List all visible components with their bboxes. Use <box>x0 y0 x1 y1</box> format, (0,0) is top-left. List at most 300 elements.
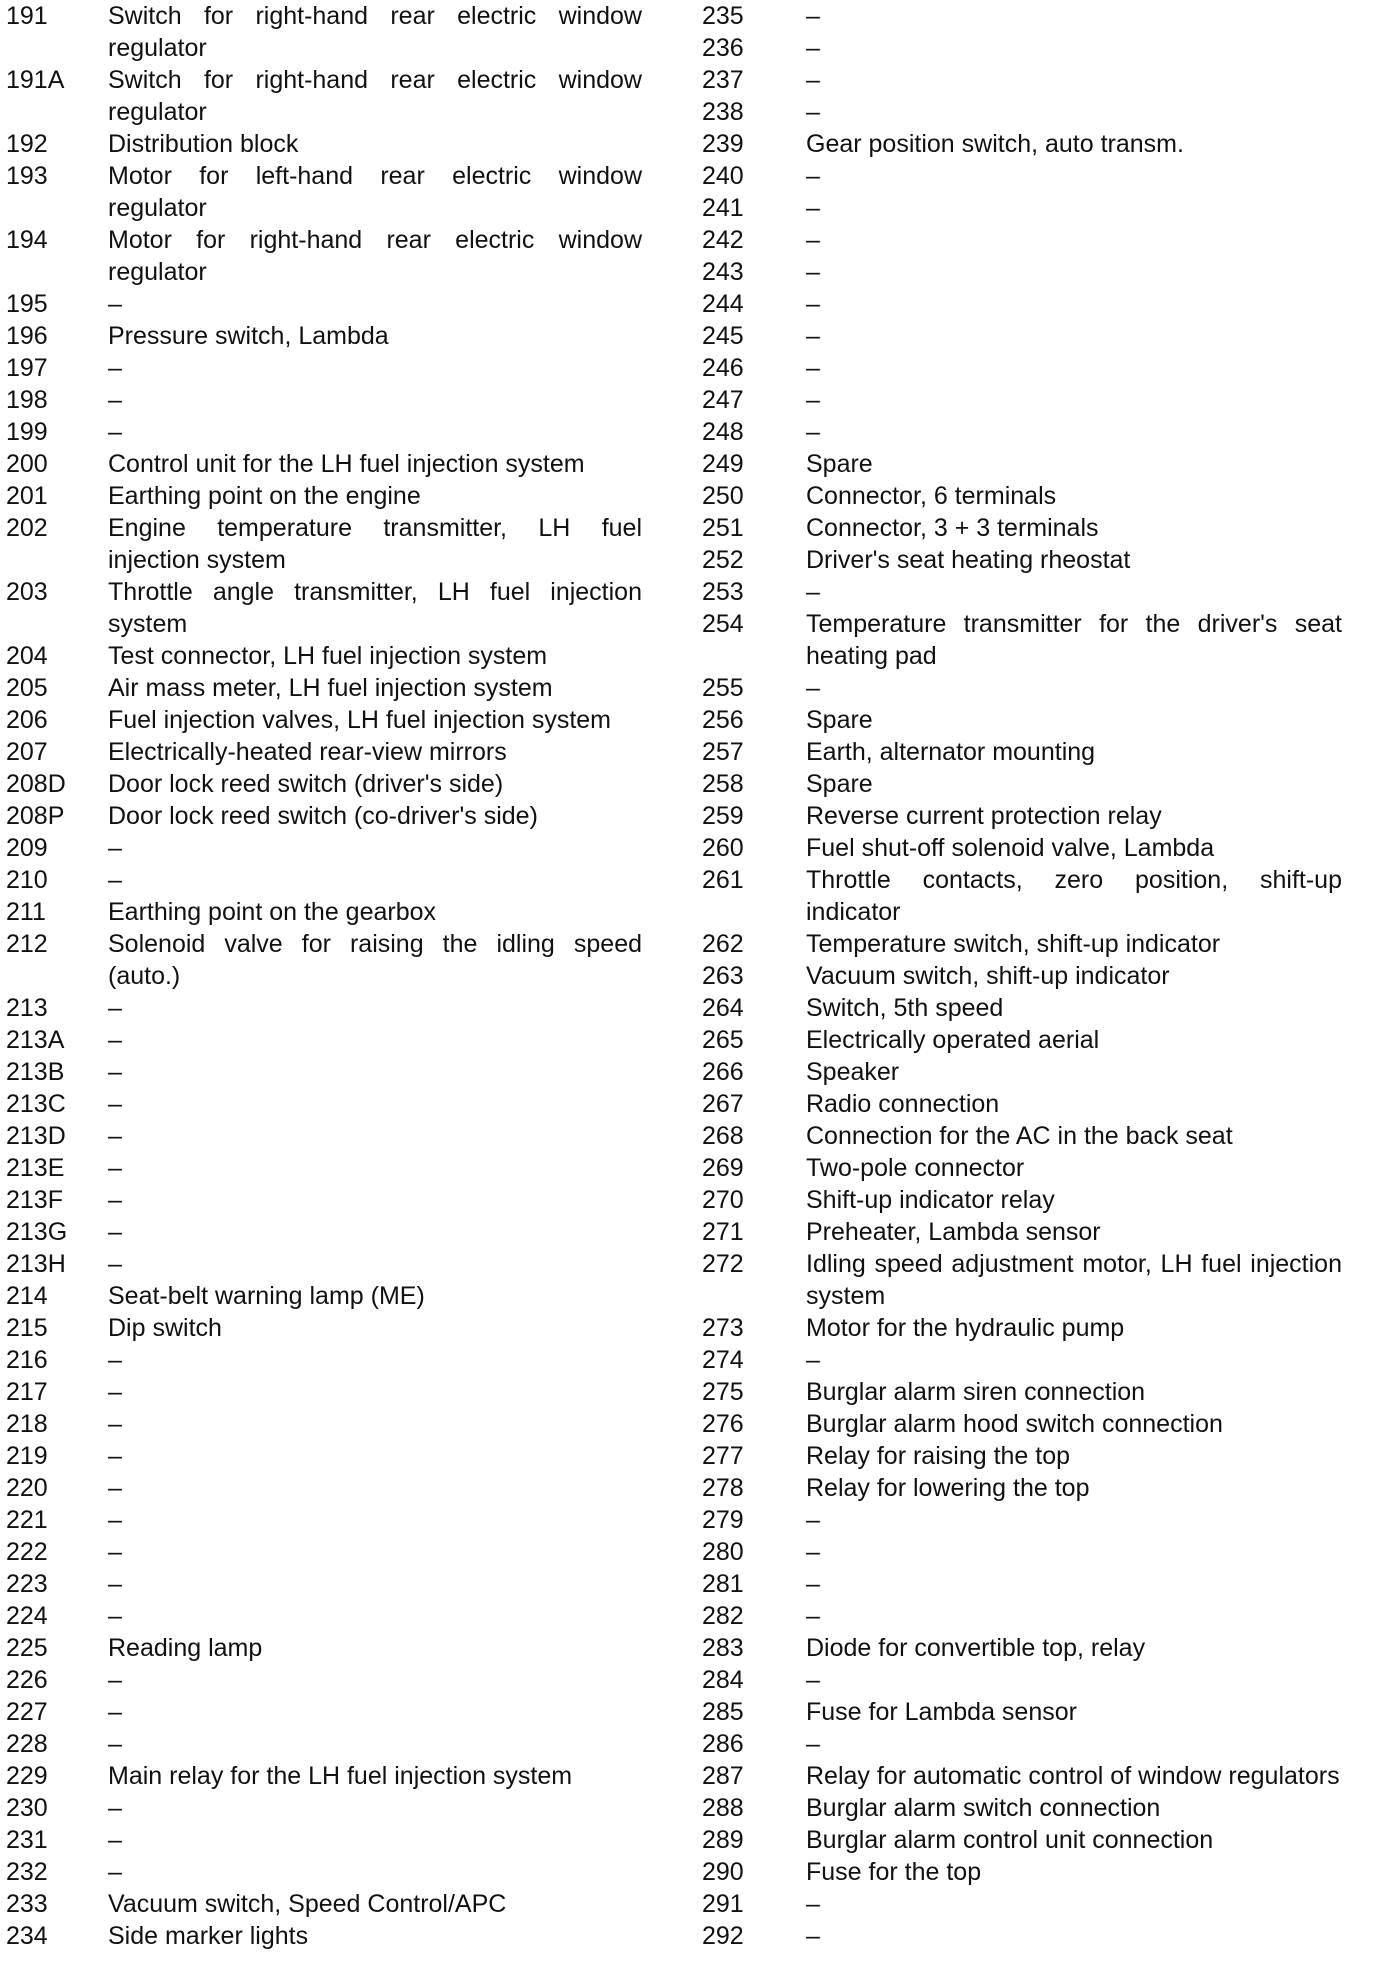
component-description: – <box>108 834 122 862</box>
component-number: 196 <box>6 322 48 350</box>
component-description: – <box>108 1570 122 1598</box>
component-number: 226 <box>6 1666 48 1694</box>
component-entry <box>6 0 642 64</box>
component-entry <box>702 832 1342 864</box>
left-column <box>6 0 642 1952</box>
component-entry <box>6 1696 642 1728</box>
component-number: 282 <box>702 1602 744 1630</box>
component-number: 260 <box>702 834 744 862</box>
component-description: Burglar alarm hood switch connection <box>806 1410 1223 1438</box>
component-number: 249 <box>702 450 744 478</box>
component-description: Idling speed adjustment motor, LH fuel injection system <box>806 1250 1342 1310</box>
component-number: 264 <box>702 994 744 1022</box>
component-entry <box>6 416 642 448</box>
component-entry <box>6 1344 642 1376</box>
component-description: Dip switch <box>108 1314 222 1342</box>
component-entry <box>6 1632 642 1664</box>
component-number: 209 <box>6 834 48 862</box>
component-number: 245 <box>702 322 744 350</box>
component-description: Preheater, Lambda sensor <box>806 1218 1101 1246</box>
component-number: 255 <box>702 674 744 702</box>
component-entry <box>6 480 642 512</box>
component-entry <box>6 1536 642 1568</box>
component-description: Solenoid valve for raising the idling speed (auto.) <box>108 930 642 990</box>
component-description: Earthing point on the gearbox <box>108 898 437 926</box>
component-entry <box>6 1504 642 1536</box>
component-entry <box>702 1184 1342 1216</box>
component-entry <box>6 864 642 896</box>
component-number: 253 <box>702 578 744 606</box>
component-number: 269 <box>702 1154 744 1182</box>
component-entry <box>702 32 1342 64</box>
component-number: 213G <box>6 1218 68 1246</box>
component-description: – <box>806 66 820 94</box>
component-entry <box>6 1920 642 1952</box>
component-number: 275 <box>702 1378 744 1406</box>
component-description: Burglar alarm switch connection <box>806 1794 1161 1822</box>
component-description: Vacuum switch, shift-up indicator <box>806 962 1170 990</box>
component-entry <box>6 1760 642 1792</box>
component-description: Main relay for the LH fuel injection system <box>108 1762 573 1790</box>
component-entry <box>6 928 642 992</box>
component-entry <box>702 1728 1342 1760</box>
component-number: 273 <box>702 1314 744 1342</box>
component-number: 267 <box>702 1090 744 1118</box>
component-description: Two-pole connector <box>806 1154 1025 1182</box>
component-description: – <box>806 1570 820 1598</box>
component-description: – <box>108 1858 122 1886</box>
component-description: – <box>806 1538 820 1566</box>
component-entry <box>702 864 1342 928</box>
component-number: 277 <box>702 1442 744 1470</box>
component-number: 262 <box>702 930 744 958</box>
component-entry <box>702 1088 1342 1120</box>
component-entry <box>6 1568 642 1600</box>
component-entry <box>702 1792 1342 1824</box>
component-entry <box>702 736 1342 768</box>
component-description: Spare <box>806 450 873 478</box>
component-entry <box>702 704 1342 736</box>
component-number: 266 <box>702 1058 744 1086</box>
component-description: – <box>108 1378 122 1406</box>
component-number: 210 <box>6 866 48 894</box>
component-entry <box>6 1088 642 1120</box>
component-entry <box>6 1376 642 1408</box>
component-description: Fuse for the top <box>806 1858 982 1886</box>
component-number: 274 <box>702 1346 744 1374</box>
component-number: 205 <box>6 674 48 702</box>
component-entry <box>6 800 642 832</box>
component-number: 204 <box>6 642 48 670</box>
component-description: Spare <box>806 706 873 734</box>
component-description: Vacuum switch, Speed Control/APC <box>108 1890 507 1918</box>
component-description: – <box>108 1442 122 1470</box>
component-entry <box>702 320 1342 352</box>
component-entry <box>702 1408 1342 1440</box>
component-number: 236 <box>702 34 744 62</box>
component-entry <box>702 1888 1342 1920</box>
component-description: Seat-belt warning lamp (ME) <box>108 1282 425 1310</box>
component-description: Reverse current protection relay <box>806 802 1162 830</box>
component-description: – <box>108 1506 122 1534</box>
component-entry <box>6 768 642 800</box>
component-entry <box>6 288 642 320</box>
component-entry <box>6 832 642 864</box>
component-description: – <box>806 162 820 190</box>
component-description: Relay for lowering the top <box>806 1474 1090 1502</box>
component-number: 265 <box>702 1026 744 1054</box>
component-number: 191 <box>6 2 48 30</box>
component-description: Burglar alarm control unit connection <box>806 1826 1214 1854</box>
component-description: – <box>108 866 122 894</box>
component-number: 284 <box>702 1666 744 1694</box>
component-entry <box>702 1504 1342 1536</box>
component-description: – <box>108 1026 122 1054</box>
component-number: 281 <box>702 1570 744 1598</box>
component-entry <box>6 1056 642 1088</box>
component-description: – <box>806 354 820 382</box>
component-number: 224 <box>6 1602 48 1630</box>
component-entry <box>702 1120 1342 1152</box>
component-entry <box>702 1664 1342 1696</box>
component-number: 270 <box>702 1186 744 1214</box>
component-description: – <box>806 1730 820 1758</box>
component-description: Earthing point on the engine <box>108 482 421 510</box>
component-entry <box>6 640 642 672</box>
component-description: – <box>108 1250 122 1278</box>
component-description: – <box>108 1538 122 1566</box>
component-number: 217 <box>6 1378 48 1406</box>
component-number: 192 <box>6 130 48 158</box>
component-description: Control unit for the LH fuel injection system <box>108 450 585 478</box>
component-entry <box>702 384 1342 416</box>
component-entry <box>6 1440 642 1472</box>
component-description: Relay for automatic control of window regulators <box>806 1762 1340 1790</box>
component-description: – <box>108 386 122 414</box>
component-entry <box>6 1472 642 1504</box>
component-description: Radio connection <box>806 1090 1000 1118</box>
component-number: 230 <box>6 1794 48 1822</box>
component-entry <box>702 96 1342 128</box>
component-number: 227 <box>6 1698 48 1726</box>
component-number: 261 <box>702 866 744 894</box>
component-description: – <box>806 290 820 318</box>
component-entry <box>702 512 1342 544</box>
component-entry <box>702 1376 1342 1408</box>
component-number: 203 <box>6 578 48 606</box>
component-number: 258 <box>702 770 744 798</box>
component-entry <box>702 64 1342 96</box>
component-entry <box>6 1664 642 1696</box>
component-number: 208D <box>6 770 66 798</box>
component-number: 276 <box>702 1410 744 1438</box>
component-description: Motor for the hydraulic pump <box>806 1314 1125 1342</box>
component-description: – <box>806 386 820 414</box>
component-entry <box>702 1536 1342 1568</box>
component-description: Speaker <box>806 1058 900 1086</box>
component-description: Switch for right-hand rear electric window regulator <box>108 66 642 126</box>
component-entry <box>702 1472 1342 1504</box>
component-entry <box>702 1824 1342 1856</box>
component-description: Switch for right-hand rear electric window regulator <box>108 2 642 62</box>
component-number: 247 <box>702 386 744 414</box>
component-description: Relay for raising the top <box>806 1442 1071 1470</box>
component-entry <box>6 1152 642 1184</box>
component-description: – <box>806 418 820 446</box>
component-number: 199 <box>6 418 48 446</box>
component-description: Switch, 5th speed <box>806 994 1004 1022</box>
component-entry <box>702 416 1342 448</box>
component-description: – <box>806 1346 820 1374</box>
component-entry <box>702 608 1342 672</box>
component-number: 263 <box>702 962 744 990</box>
component-description: – <box>108 1602 122 1630</box>
component-number: 291 <box>702 1890 744 1918</box>
component-number: 287 <box>702 1762 744 1790</box>
component-number: 292 <box>702 1922 744 1950</box>
component-entry <box>702 1440 1342 1472</box>
component-entry <box>702 288 1342 320</box>
component-entry <box>6 992 642 1024</box>
component-number: 235 <box>702 2 744 30</box>
component-entry <box>6 1824 642 1856</box>
component-description: – <box>806 98 820 126</box>
component-entry <box>702 1696 1342 1728</box>
component-number: 208P <box>6 802 65 830</box>
component-entry <box>702 1152 1342 1184</box>
component-number: 214 <box>6 1282 48 1310</box>
component-number: 219 <box>6 1442 48 1470</box>
component-entry <box>6 576 642 640</box>
component-entry <box>702 576 1342 608</box>
component-entry <box>702 1248 1342 1312</box>
component-number: 218 <box>6 1410 48 1438</box>
component-description: – <box>806 258 820 286</box>
component-number: 289 <box>702 1826 744 1854</box>
component-number: 252 <box>702 546 744 574</box>
component-description: – <box>108 1474 122 1502</box>
component-number: 197 <box>6 354 48 382</box>
component-description: – <box>806 674 820 702</box>
component-number: 243 <box>702 258 744 286</box>
component-number: 194 <box>6 226 48 254</box>
component-number: 232 <box>6 1858 48 1886</box>
component-entry <box>702 256 1342 288</box>
component-number: 213B <box>6 1058 65 1086</box>
component-entry <box>702 1568 1342 1600</box>
component-number: 215 <box>6 1314 48 1342</box>
component-description: – <box>108 1346 122 1374</box>
component-entry <box>702 1600 1342 1632</box>
component-number: 191A <box>6 66 65 94</box>
component-number: 201 <box>6 482 48 510</box>
right-column <box>702 0 1342 1952</box>
component-entry <box>6 1888 642 1920</box>
component-number: 225 <box>6 1634 48 1662</box>
component-number: 238 <box>702 98 744 126</box>
component-entry <box>6 1024 642 1056</box>
component-description: – <box>806 1666 820 1694</box>
component-entry <box>702 352 1342 384</box>
component-description: – <box>108 1794 122 1822</box>
component-description: Pressure switch, Lambda <box>108 322 389 350</box>
component-description: – <box>806 2 820 30</box>
component-number: 251 <box>702 514 744 542</box>
component-description: Fuse for Lambda sensor <box>806 1698 1077 1726</box>
component-description: – <box>806 194 820 222</box>
component-description: Connection for the AC in the back seat <box>806 1122 1233 1150</box>
component-entry <box>6 1728 642 1760</box>
component-number: 213 <box>6 994 48 1022</box>
component-description: Motor for left-hand rear electric window regulator <box>108 162 642 222</box>
component-description: Diode for convertible top, relay <box>806 1634 1146 1662</box>
component-number: 193 <box>6 162 48 190</box>
component-entry <box>702 1056 1342 1088</box>
component-description: Door lock reed switch (co-driver's side) <box>108 802 538 830</box>
component-entry <box>702 1344 1342 1376</box>
component-entry <box>702 224 1342 256</box>
component-number: 237 <box>702 66 744 94</box>
component-description: Door lock reed switch (driver's side) <box>108 770 504 798</box>
component-number: 213D <box>6 1122 66 1150</box>
component-entry <box>702 160 1342 192</box>
component-entry <box>6 1792 642 1824</box>
component-description: – <box>108 994 122 1022</box>
component-number: 256 <box>702 706 744 734</box>
component-description: – <box>806 578 820 606</box>
component-number: 244 <box>702 290 744 318</box>
component-number: 211 <box>6 898 46 926</box>
component-description: Burglar alarm siren connection <box>806 1378 1146 1406</box>
component-entry <box>702 192 1342 224</box>
component-entry <box>6 1312 642 1344</box>
component-description: Electrically operated aerial <box>806 1026 1100 1054</box>
component-entry <box>702 800 1342 832</box>
component-description: Temperature transmitter for the driver's seat heating pad <box>806 610 1342 670</box>
component-entry <box>6 1280 642 1312</box>
component-entry <box>6 64 642 128</box>
component-number: 271 <box>702 1218 744 1246</box>
component-description: Earth, alternator mounting <box>806 738 1096 766</box>
component-number: 213A <box>6 1026 65 1054</box>
component-entry <box>702 1024 1342 1056</box>
component-description: Gear position switch, auto transm. <box>806 130 1184 158</box>
component-entry <box>6 128 642 160</box>
component-entry <box>6 736 642 768</box>
component-entry <box>6 1120 642 1152</box>
component-description: Engine temperature transmitter, LH fuel injection system <box>108 514 642 574</box>
component-number: 234 <box>6 1922 48 1950</box>
component-description: – <box>806 34 820 62</box>
component-description: Connector, 6 terminals <box>806 482 1057 510</box>
component-description: Fuel injection valves, LH fuel injection system <box>108 706 612 734</box>
component-description: Throttle angle transmitter, LH fuel injection system <box>108 578 642 638</box>
component-entry <box>702 1760 1342 1792</box>
component-entry <box>702 1632 1342 1664</box>
component-description: – <box>806 226 820 254</box>
component-description: – <box>806 1506 820 1534</box>
component-entry <box>6 160 642 224</box>
component-number: 283 <box>702 1634 744 1662</box>
component-number: 254 <box>702 610 744 638</box>
component-description: – <box>806 1922 820 1950</box>
component-description: Shift-up indicator relay <box>806 1186 1055 1214</box>
component-entry <box>6 320 642 352</box>
component-description: Side marker lights <box>108 1922 309 1950</box>
component-number: 280 <box>702 1538 744 1566</box>
component-number: 213F <box>6 1186 63 1214</box>
component-entry <box>6 352 642 384</box>
component-description: Temperature switch, shift-up indicator <box>806 930 1221 958</box>
component-description: – <box>108 290 122 318</box>
component-description: – <box>806 1890 820 1918</box>
component-entry <box>6 1856 642 1888</box>
component-number: 231 <box>6 1826 48 1854</box>
component-number: 221 <box>6 1506 48 1534</box>
component-number: 290 <box>702 1858 744 1886</box>
component-entry <box>702 448 1342 480</box>
component-entry <box>702 544 1342 576</box>
component-description: Electrically-heated rear-view mirrors <box>108 738 507 766</box>
component-number: 233 <box>6 1890 48 1918</box>
component-number: 242 <box>702 226 744 254</box>
component-number: 222 <box>6 1538 48 1566</box>
component-entry <box>702 960 1342 992</box>
component-entry <box>6 704 642 736</box>
component-number: 213C <box>6 1090 66 1118</box>
component-description: Connector, 3 + 3 terminals <box>806 514 1099 542</box>
component-description: Reading lamp <box>108 1634 263 1662</box>
component-entry <box>6 448 642 480</box>
component-description: Driver's seat heating rheostat <box>806 546 1131 574</box>
component-number: 279 <box>702 1506 744 1534</box>
component-number: 285 <box>702 1698 744 1726</box>
component-entry <box>6 1408 642 1440</box>
component-description: Throttle contacts, zero position, shift-up indicator <box>806 866 1342 926</box>
component-number: 286 <box>702 1730 744 1758</box>
component-entry <box>6 1248 642 1280</box>
component-number: 220 <box>6 1474 48 1502</box>
component-entry <box>6 672 642 704</box>
component-description: – <box>108 1122 122 1150</box>
component-number: 213E <box>6 1154 65 1182</box>
component-entry <box>6 512 642 576</box>
component-number: 278 <box>702 1474 744 1502</box>
component-entry <box>702 480 1342 512</box>
component-description: Distribution block <box>108 130 299 158</box>
component-description: – <box>806 322 820 350</box>
component-entry <box>702 1216 1342 1248</box>
component-description: Test connector, LH fuel injection system <box>108 642 548 670</box>
component-number: 268 <box>702 1122 744 1150</box>
component-number: 241 <box>702 194 744 222</box>
component-number: 250 <box>702 482 744 510</box>
component-entry <box>702 928 1342 960</box>
component-number: 239 <box>702 130 744 158</box>
component-description: – <box>108 1826 122 1854</box>
component-entry <box>702 1920 1342 1952</box>
component-entry <box>702 768 1342 800</box>
component-number: 195 <box>6 290 48 318</box>
component-description: – <box>108 1410 122 1438</box>
component-entry <box>6 384 642 416</box>
component-description: – <box>108 1698 122 1726</box>
component-description: – <box>108 1090 122 1118</box>
component-entry <box>702 1856 1342 1888</box>
component-number: 246 <box>702 354 744 382</box>
component-number: 272 <box>702 1250 744 1278</box>
component-entry <box>6 1216 642 1248</box>
